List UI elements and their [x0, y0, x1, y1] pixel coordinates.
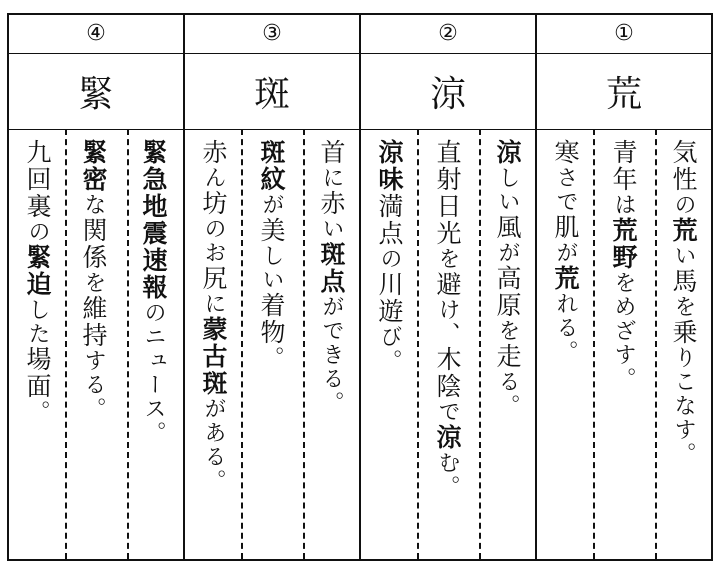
sentence-fragment: け、	[435, 298, 460, 346]
sentence-fragment: する。	[81, 349, 106, 421]
sentence-fragment: 。	[25, 400, 50, 424]
sentence-fragment: 木陰	[433, 346, 462, 400]
sentence-fragment: が	[259, 193, 284, 217]
section-number: ①	[614, 21, 634, 46]
section-kanji: 斑	[253, 73, 290, 115]
sentence-fragment: な	[81, 193, 106, 217]
sentence-fragment: が	[495, 241, 520, 265]
sentence-fragment: 青年	[609, 139, 638, 193]
target-kanji-word: 緊密	[79, 139, 108, 193]
target-kanji-word: 荒	[669, 217, 698, 244]
sentence-fragment: しい	[259, 244, 284, 292]
sentence-fragment: で	[435, 400, 460, 424]
example-sentence	[125, 139, 181, 557]
sentence-fragment: 満点	[375, 193, 404, 247]
target-kanji-word: 蒙古斑	[199, 316, 228, 397]
sentence-fragment: のお	[201, 217, 226, 265]
example-sentence	[303, 139, 359, 557]
target-kanji-word: 涼味	[375, 139, 404, 193]
target-kanji-word: 涼	[493, 139, 522, 166]
sentence-fragment: 高原	[493, 265, 522, 319]
sentence-fragment: が	[553, 241, 578, 265]
sentence-fragment: 赤	[317, 190, 346, 217]
sentence-fragment: む。	[435, 451, 460, 499]
sentence-fragment: れる。	[553, 292, 578, 364]
example-sentence	[419, 139, 475, 557]
target-kanji-word: 緊迫	[23, 244, 52, 298]
sentence-fragment: る。	[495, 370, 520, 418]
section-number: ④	[86, 21, 106, 46]
sentence-fragment: 首	[317, 139, 346, 166]
sentence-fragment: 尻	[199, 265, 228, 292]
example-sentence	[243, 139, 299, 557]
sentence-fragment: 気性	[669, 139, 698, 193]
section-kanji: 荒	[605, 73, 642, 115]
example-sentence	[537, 139, 593, 557]
sentence-fragment: 直射日光	[433, 139, 462, 247]
sentence-fragment: しい	[495, 166, 520, 214]
example-sentence	[65, 139, 121, 557]
section-number: ②	[438, 21, 458, 46]
target-kanji-word: 斑点	[317, 241, 346, 295]
sentence-fragment: 川遊	[375, 271, 404, 325]
sentence-fragment: さで	[553, 166, 578, 214]
sentence-fragment: 寒	[551, 139, 580, 166]
target-kanji-word: 荒野	[609, 217, 638, 271]
section-kanji: 緊	[77, 73, 114, 115]
sentence-fragment: 関係	[79, 217, 108, 271]
target-kanji-word: 荒	[551, 265, 580, 292]
sentence-fragment: 馬	[669, 268, 698, 295]
sentence-fragment: に	[201, 292, 226, 316]
sentence-fragment: い	[319, 217, 344, 241]
sentence-fragment: び。	[377, 325, 402, 373]
sentence-fragment: をめざす。	[611, 271, 636, 391]
sentence-fragment: い	[671, 244, 696, 268]
sentence-fragment: りこなす。	[671, 346, 696, 466]
sentence-fragment: 着物	[257, 292, 286, 346]
sentence-fragment: 乗	[669, 319, 698, 346]
sentence-fragment: を	[671, 295, 696, 319]
sentence-fragment: を	[81, 271, 106, 295]
sentence-fragment: 走	[493, 343, 522, 370]
sentence-fragment: に	[319, 166, 344, 190]
sentence-fragment: がある。	[201, 397, 226, 493]
sentence-fragment: 赤	[199, 139, 228, 166]
sentence-fragment: の	[25, 220, 50, 244]
sentence-fragment: ん	[201, 166, 226, 190]
sentence-fragment: 坊	[199, 190, 228, 217]
sentence-fragment: の	[671, 193, 696, 217]
sentence-fragment: 肌	[551, 214, 580, 241]
kanji-worksheet-table	[7, 13, 713, 561]
sentence-fragment: 維持	[79, 295, 108, 349]
sentence-fragment: の	[377, 247, 402, 271]
sentence-fragment: した	[25, 298, 50, 346]
sentence-fragment: 場面	[23, 346, 52, 400]
example-sentence	[361, 139, 417, 557]
sentence-fragment: のニュース。	[141, 301, 166, 445]
sentence-fragment: を	[495, 319, 520, 343]
target-kanji-word: 緊急地震速報	[139, 139, 168, 301]
example-sentence	[185, 139, 241, 557]
example-sentence	[479, 139, 535, 557]
sentence-fragment: 九回裏	[23, 139, 52, 220]
sentence-fragment: 風	[493, 214, 522, 241]
target-kanji-word: 斑紋	[257, 139, 286, 193]
sentence-fragment: を	[435, 247, 460, 271]
sentence-fragment: 避	[433, 271, 462, 298]
section-number: ③	[262, 21, 282, 46]
example-sentence	[9, 139, 65, 557]
section-kanji: 涼	[429, 73, 466, 115]
sentence-fragment: ができる。	[319, 295, 344, 415]
sentence-fragment: は	[611, 193, 636, 217]
example-sentence	[595, 139, 651, 557]
example-sentence	[655, 139, 711, 557]
target-kanji-word: 涼	[433, 424, 462, 451]
sentence-fragment: 。	[259, 346, 284, 370]
sentence-fragment: 美	[257, 217, 286, 244]
